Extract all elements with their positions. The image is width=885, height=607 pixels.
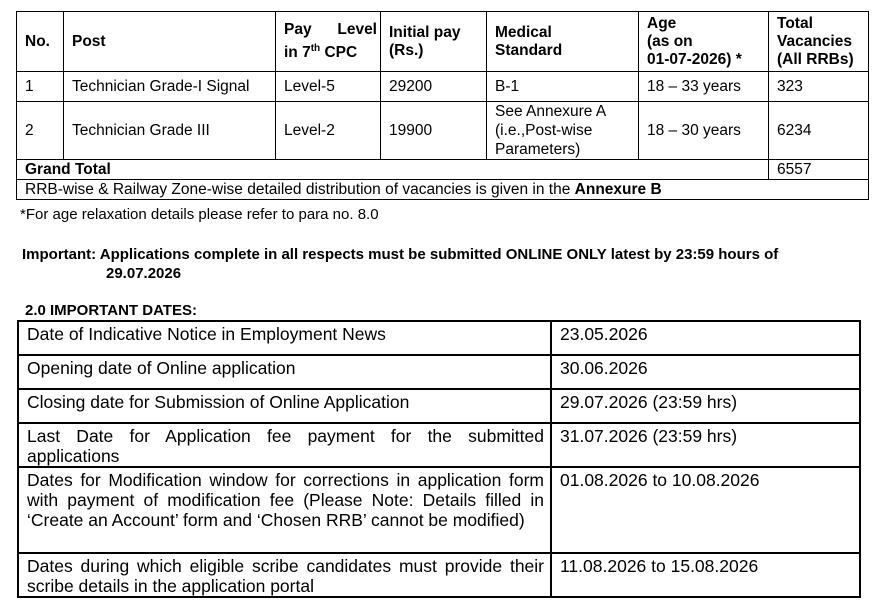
vacancy-header-row <box>17 12 869 72</box>
date-event: Last Date for Application fee payment for the submitted applications <box>18 423 551 467</box>
row-age: 18 – 33 years <box>639 72 769 102</box>
grand-total-row <box>17 160 869 180</box>
date-value: 11.08.2026 to 15.08.2026 <box>551 553 860 597</box>
table-row <box>17 102 869 160</box>
row-no: 1 <box>17 72 64 102</box>
date-event: Closing date for Submission of Online Application <box>18 389 551 423</box>
date-value: 29.07.2026 (23:59 hrs) <box>551 389 860 423</box>
date-event: Opening date of Online application <box>18 355 551 389</box>
important-notice <box>22 245 874 283</box>
row-no: 2 <box>17 102 64 160</box>
header-age: Age (as on 01-07-2026) * <box>639 12 769 72</box>
row-post: Technician Grade III <box>64 102 276 160</box>
row-pay-level: Level-2 <box>276 102 381 160</box>
date-value: 23.05.2026 <box>551 321 860 355</box>
header-pay-level-line2: in 7th CPC <box>284 42 358 61</box>
row-pay-level: Level-5 <box>276 72 381 102</box>
header-initial-pay: Initial pay (Rs.) <box>381 12 487 72</box>
vacancy-table <box>16 11 869 200</box>
row-initial-pay: 19900 <box>381 102 487 160</box>
row-vacancies: 6234 <box>769 102 869 160</box>
date-value: 01.08.2026 to 10.08.2026 <box>551 467 860 553</box>
date-event: Dates for Modification window for corrections in application form with payment of modification fee (Please Note: Details filled in ‘Create an Account’ form and ‘Chosen RRB’ cannot be modified) <box>18 467 551 553</box>
grand-total-label: Grand Total <box>17 160 769 180</box>
age-relaxation-note: *For age relaxation details please refer to para no. 8.0 <box>20 206 379 223</box>
important-line-2: 29.07.2026 <box>106 265 182 282</box>
table-row <box>18 321 860 355</box>
table-row <box>18 467 860 553</box>
distribution-note-row <box>17 180 869 200</box>
row-post: Technician Grade-I Signal <box>64 72 276 102</box>
important-dates-table <box>17 320 861 598</box>
section-title: 2.0 IMPORTANT DATES: <box>25 302 197 319</box>
table-row <box>17 72 869 102</box>
date-value: 30.06.2026 <box>551 355 860 389</box>
table-row <box>18 389 860 423</box>
grand-total-value: 6557 <box>769 160 869 180</box>
row-medical: See Annexure A (i.e.,Post-wise Parameters) <box>487 102 639 160</box>
date-value: 31.07.2026 (23:59 hrs) <box>551 423 860 467</box>
header-pay-level-line1: Pay Level <box>284 21 377 39</box>
header-total-vacancies: Total Vacancies (All RRBs) <box>769 12 869 72</box>
table-row <box>18 553 860 597</box>
row-medical: B-1 <box>487 72 639 102</box>
date-event: Dates during which eligible scribe candidates must provide their scribe details in the application portal <box>18 553 551 597</box>
row-initial-pay: 29200 <box>381 72 487 102</box>
header-post: Post <box>64 12 276 72</box>
table-row <box>18 423 860 467</box>
header-no: No. <box>17 12 64 72</box>
row-age: 18 – 30 years <box>639 102 769 160</box>
row-vacancies: 323 <box>769 72 869 102</box>
date-event: Date of Indicative Notice in Employment News <box>18 321 551 355</box>
table-row <box>18 355 860 389</box>
distribution-note: RRB-wise & Railway Zone-wise detailed distribution of vacancies is given in the Annexure B <box>17 180 869 200</box>
header-medical: Medical Standard <box>487 12 639 72</box>
header-pay-level <box>276 12 381 72</box>
important-line-1: Important: Applications complete in all respects must be submitted ONLINE ONLY latest by 23:59 hours of <box>22 246 779 263</box>
